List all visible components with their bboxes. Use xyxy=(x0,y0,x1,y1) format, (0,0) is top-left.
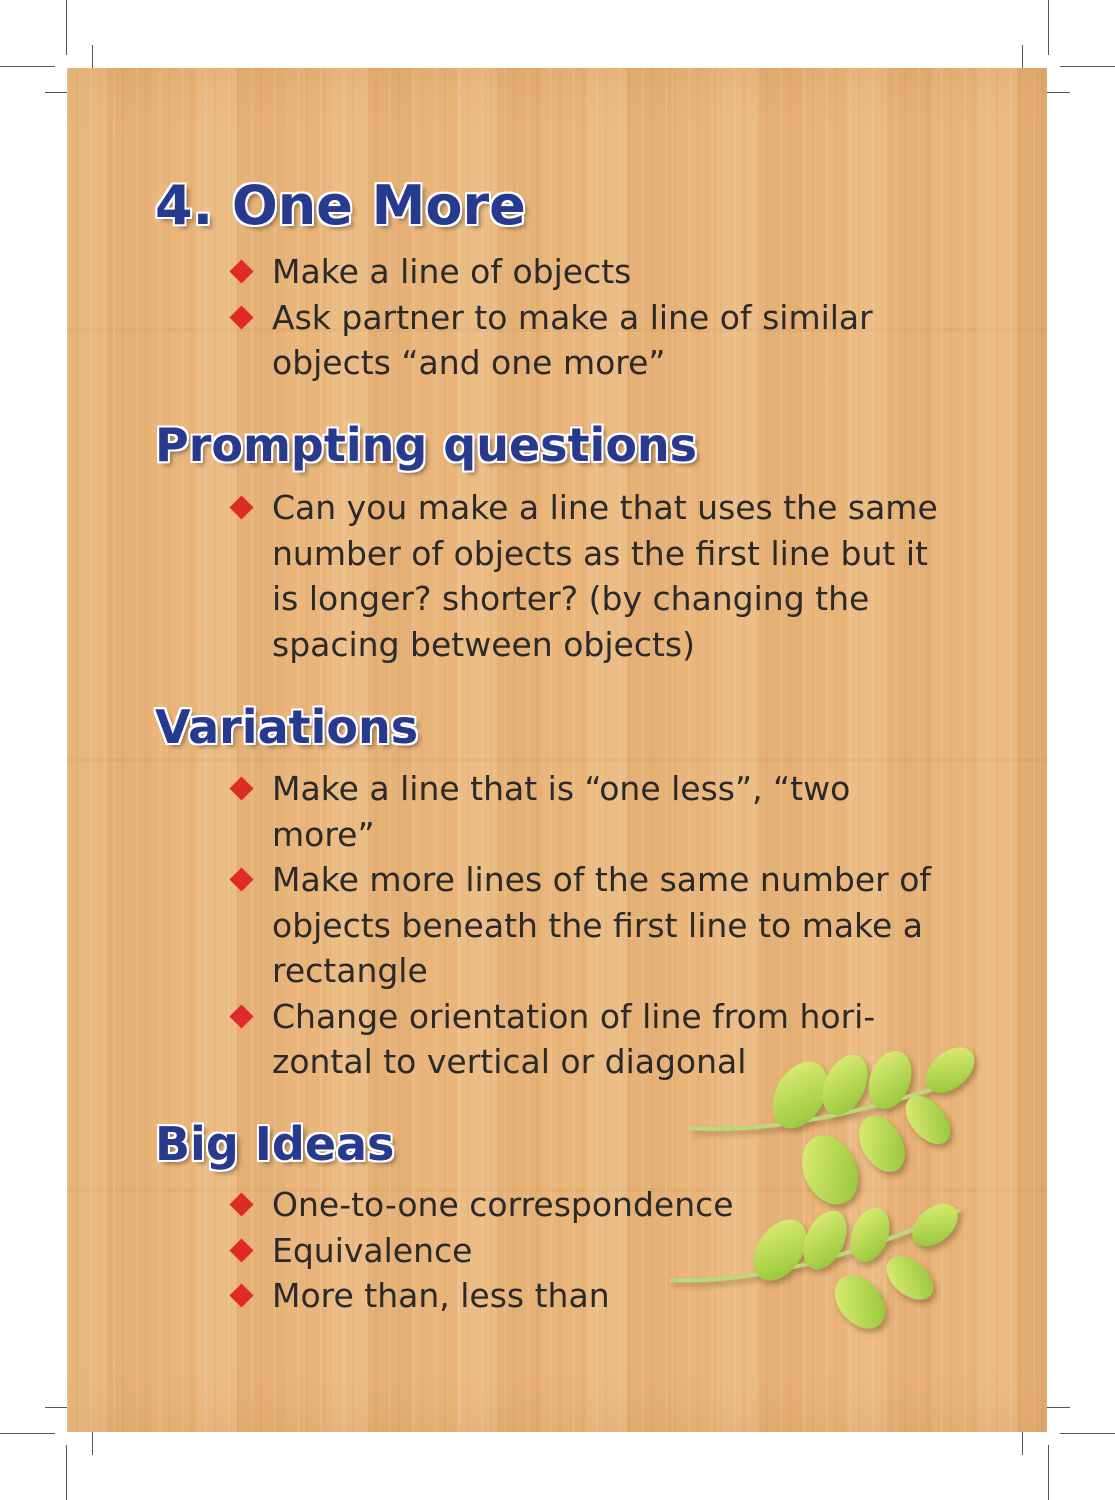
crop-mark xyxy=(0,66,55,67)
big-ideas-list xyxy=(228,1182,972,1319)
section-title-variations: Variations xyxy=(155,700,419,754)
variations-list xyxy=(228,766,972,1085)
list-item: Make a line of objects xyxy=(228,249,912,295)
list-item: Change orientation of line from hori-zontal to vertical or diagonal xyxy=(228,994,932,1085)
crop-mark xyxy=(1048,0,1049,55)
diamond-bullet-icon xyxy=(229,776,253,800)
crop-mark xyxy=(66,1445,67,1500)
crop-mark xyxy=(1060,1433,1115,1434)
crop-mark xyxy=(0,1433,55,1434)
prompting-questions-list xyxy=(228,485,962,667)
list-item: Equivalence xyxy=(228,1228,972,1274)
diamond-bullet-icon xyxy=(229,1283,253,1307)
diamond-bullet-icon xyxy=(229,259,253,283)
diamond-bullet-icon xyxy=(229,305,253,329)
diamond-bullet-icon xyxy=(229,867,253,891)
diamond-bullet-icon xyxy=(229,495,253,519)
diamond-bullet-icon xyxy=(229,1192,253,1216)
list-item: Make a line that is “one less”, “two more” xyxy=(228,766,932,857)
diamond-bullet-icon xyxy=(229,1238,253,1262)
list-item: Can you make a line that uses the same number of objects as the first line but it is longer? shorter? (by changing the spacing between objects) xyxy=(228,485,962,667)
crop-mark xyxy=(1060,66,1115,67)
crop-mark xyxy=(1048,1445,1049,1500)
list-item: Ask partner to make a line of similar objects “and one more” xyxy=(228,295,912,386)
section-title-prompting-questions: Prompting questions xyxy=(155,418,698,472)
list-item: Make more lines of the same number of objects beneath the first line to make a rectangle xyxy=(228,857,972,994)
section-title-one-more: 4. One More xyxy=(155,174,526,237)
diamond-bullet-icon xyxy=(229,1004,253,1028)
section-title-big-ideas: Big Ideas xyxy=(155,1117,395,1171)
crop-mark xyxy=(66,0,67,55)
one-more-list xyxy=(228,249,912,386)
list-item: One-to-one correspondence xyxy=(228,1182,972,1228)
list-item: More than, less than xyxy=(228,1273,972,1319)
